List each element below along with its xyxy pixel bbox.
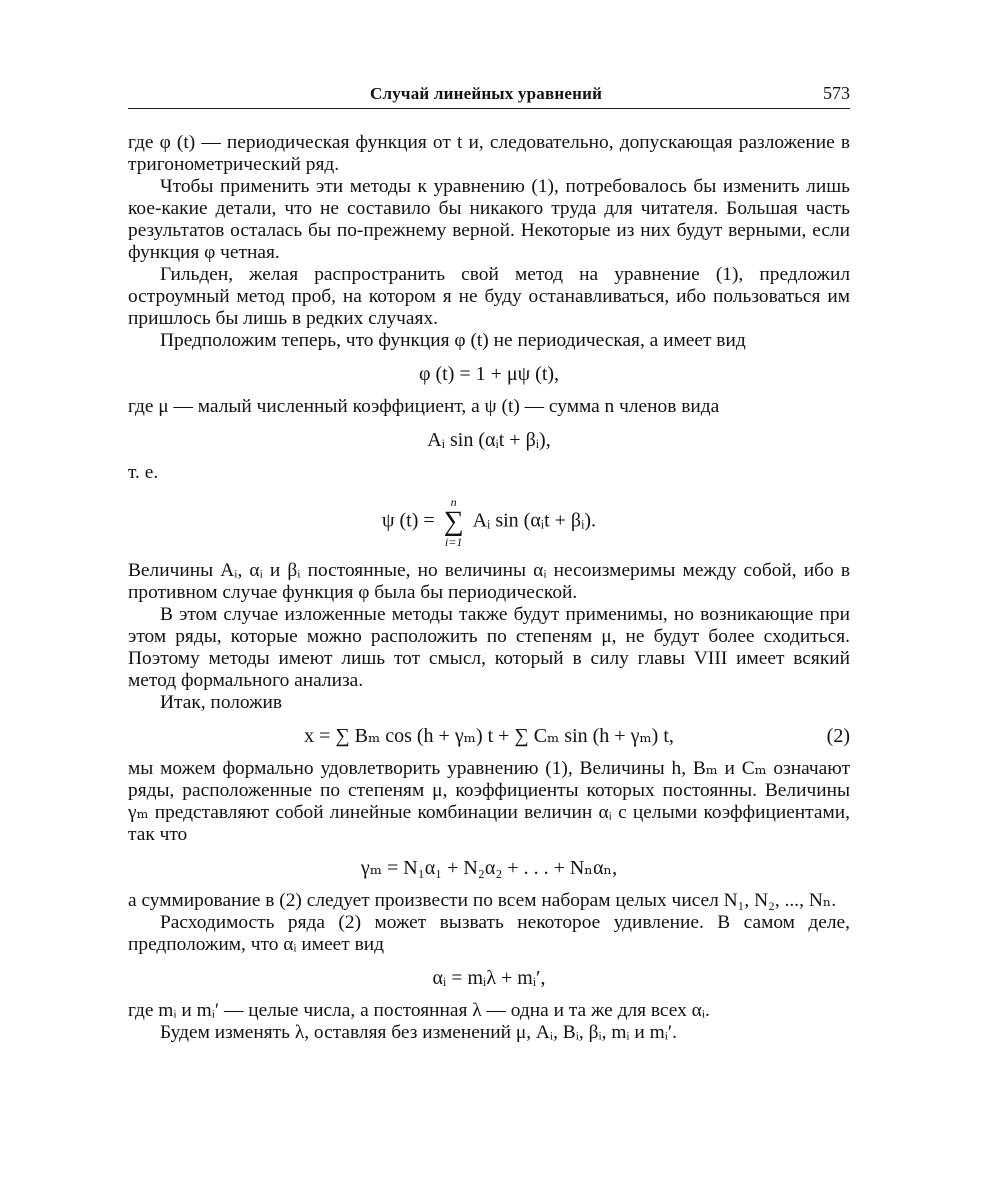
sum-lower-limit: i=1 (444, 535, 463, 549)
page-number: 573 (823, 83, 850, 103)
paragraph-2: Чтобы применить эти методы к уравнению (1), потребовалось бы изменить лишь кое-какие детали, что не составило бы никакого труда для читателя. Большая часть результатов осталась бы по-прежнему верной. Некоторые из них будут верными, если функция φ четная. (128, 176, 850, 263)
formula-gamma: γₘ = N₁α₁ + N₂α₂ + . . . + Nₙαₙ, (360, 857, 618, 879)
paragraph-8: В этом случае изложенные методы также будут применимы, но возникающие при этом ряды, которые можно расположить по степеням μ, не будут более сходиться. Поэтому методы имеют лишь тот смысл, который в силу главы VIII имеет всякий метод формального анализа. (128, 604, 850, 691)
paragraph-13: где mᵢ и mᵢ′ — целые числа, а постоянная λ — одна и та же для всех αᵢ. (128, 1000, 710, 1021)
formula-psi-right: Aᵢ sin (αᵢt + βᵢ). (472, 509, 597, 532)
formula-series (128, 724, 850, 748)
sum-operator (444, 496, 464, 548)
formula-alpha: αᵢ = mᵢλ + mᵢ′, (432, 967, 546, 989)
page-header (128, 80, 850, 109)
formula-phi: φ (t) = 1 + μψ (t), (418, 363, 560, 385)
formula-psi-left: ψ (t) = (381, 509, 435, 532)
paragraph-6: т. е. (128, 462, 159, 483)
paragraph-12: Расходимость ряда (2) может вызвать некоторое удивление. В самом деле, предположим, что αᵢ имеет вид (128, 912, 850, 955)
page-body (128, 132, 850, 1044)
sigma-icon: ∑ (443, 506, 464, 537)
paragraph-4: Предположим теперь, что функция φ (t) не периодическая, а имеет вид (160, 330, 746, 351)
paragraph-3: Гильден, желая распространить свой метод на уравнение (1), предложил остроумный метод проб, на котором я не буду останавливаться, ибо пользоваться им пришлось бы лишь в редких случаях. (128, 264, 850, 329)
paragraph-11: а суммирование в (2) следует произвести по всем наборам целых чисел N₁, N₂, ..., Nₙ. (128, 890, 837, 911)
paragraph-10: мы можем формально удовлетворить уравнению (1), Величины h, Bₘ и Cₘ означают ряды, расположенные по степеням μ, коэффициенты которых постоянны. Величины γₘ представляют собой линейные комбинации величин αᵢ с целыми коэффициентами, так что (128, 758, 850, 845)
paragraph-5: где μ — малый численный коэффициент, а ψ (t) — сумма n членов вида (128, 396, 720, 417)
formula-series-body: x = ∑ Bₘ cos (h + γₘ) t + ∑ Cₘ sin (h + γₘ) t, (304, 725, 674, 747)
equation-number: (2) (826, 725, 850, 747)
paragraph-1: где φ (t) — периодическая функция от t и, следовательно, допускающая разложение в тригонометрический ряд. (128, 132, 850, 175)
paragraph-7: Величины Aᵢ, αᵢ и βᵢ постоянные, но величины αᵢ несоизмеримы между собой, ибо в противном случае функция φ была бы периодической. (128, 560, 850, 603)
formula-psi (128, 496, 850, 548)
formula-term: Aᵢ sin (αᵢt + βᵢ), (427, 429, 551, 451)
paragraph-9: Итак, положив (160, 692, 283, 713)
paragraph-14: Будем изменять λ, оставляя без изменений μ, Aᵢ, Bᵢ, βᵢ, mᵢ и mᵢ′. (160, 1022, 678, 1043)
sum-upper-limit: n (450, 495, 457, 509)
running-title: Случай линейных уравнений (370, 84, 603, 103)
